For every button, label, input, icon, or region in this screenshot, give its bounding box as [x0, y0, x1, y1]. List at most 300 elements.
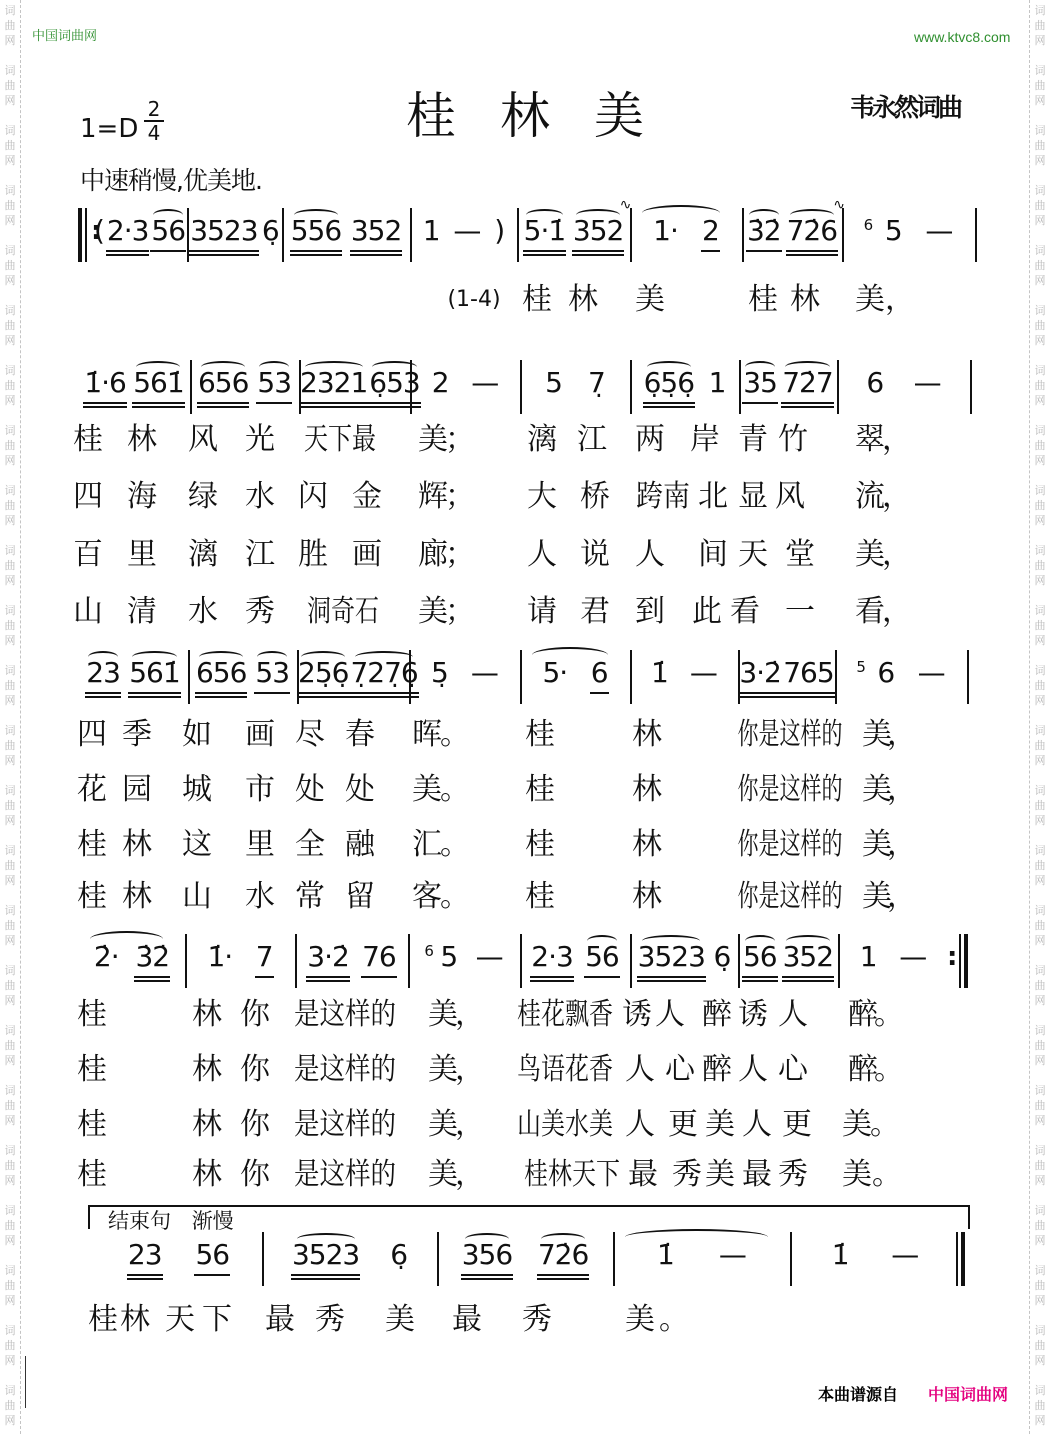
repeat-end-bar: [959, 934, 968, 988]
lyric-text: 看: [730, 594, 760, 629]
watermark-char: 词: [4, 484, 16, 497]
lyric-text: 林: [192, 1157, 222, 1192]
watermark-char: 曲: [4, 1039, 16, 1052]
watermark-char: 词: [4, 904, 16, 917]
watermark-char: 曲: [1034, 1039, 1046, 1052]
lyric-text: 林: [192, 1052, 222, 1087]
note-group: 5: [545, 366, 562, 399]
note-group: 2321: [299, 366, 368, 408]
note-group: 6: [590, 656, 609, 694]
watermark-char: 网: [4, 694, 16, 707]
lyric-text: 四: [73, 479, 103, 514]
watermark-char: 网: [1034, 994, 1046, 1007]
watermark-char: 网: [1034, 1354, 1046, 1367]
lyric-text: 处: [295, 772, 325, 807]
grace-note: 6: [424, 942, 433, 960]
watermark-char: 词: [1034, 664, 1046, 677]
note-group: 7: [255, 940, 274, 978]
lyric-text: ，: [887, 717, 917, 752]
watermark-char: 网: [1034, 1054, 1046, 1067]
note-group: 25̣6̣: [297, 656, 349, 698]
note-group: 561̇: [132, 366, 184, 408]
watermark-char: 网: [4, 574, 16, 587]
time-signature-bottom: 4: [147, 121, 161, 145]
lyric-text: 人: [625, 1052, 655, 1087]
lyric-text: 人: [635, 537, 665, 572]
key-signature: 1=D: [80, 114, 139, 144]
note-group: 556: [290, 214, 342, 256]
lyric-text: 。: [870, 1107, 900, 1142]
lyric-text: 风: [775, 479, 805, 514]
note-group: 2̇·: [93, 940, 119, 973]
lyric-text: 留: [345, 879, 375, 914]
watermark-char: 曲: [1034, 379, 1046, 392]
watermark-char: 曲: [4, 919, 16, 932]
watermark-char: 网: [1034, 34, 1046, 47]
measure: [790, 1238, 960, 1284]
watermark-char: 曲: [1034, 799, 1046, 812]
note-group: 352: [350, 214, 402, 256]
lyric-text: 此: [692, 594, 722, 629]
lyric-text: 翠: [855, 422, 885, 457]
ending-phrase-label: 结束句: [108, 1209, 171, 1233]
lyric-text: 心: [778, 1052, 808, 1087]
watermark-char: 曲: [4, 259, 16, 272]
measure: [520, 940, 630, 986]
lyric-text: 画: [352, 537, 382, 572]
lyric-text: 你是这样的: [737, 772, 843, 807]
watermark-char: 网: [1034, 1174, 1046, 1187]
lyric-text: 林: [632, 879, 662, 914]
watermark-char: 网: [4, 214, 16, 227]
lyric-text: 晖: [412, 717, 442, 752]
lyric-text: ；: [445, 594, 475, 629]
lyric-text: ；: [445, 537, 475, 572]
note-group: 56: [150, 214, 186, 252]
lyric-text: 跨南: [636, 479, 690, 514]
lyric-text: 江: [577, 422, 607, 457]
watermark-char: 词: [4, 544, 16, 557]
note-group: 53: [254, 656, 290, 694]
bar-line: [975, 208, 977, 262]
measure: [630, 940, 738, 986]
measure: [520, 366, 630, 412]
watermark-char: 网: [4, 154, 16, 167]
lyric-text: 闪: [298, 479, 328, 514]
watermark-char: 网: [4, 1414, 16, 1427]
note-group: 72̇6: [537, 1238, 589, 1280]
lyric-text: 桂: [77, 879, 107, 914]
watermark-char: 曲: [1034, 1099, 1046, 1112]
watermark-char: 曲: [1034, 919, 1046, 932]
lyric-text: 里: [127, 537, 157, 572]
measure: [190, 366, 299, 412]
lyric-text: 林: [632, 827, 662, 862]
note-group: —: [689, 656, 717, 689]
measure: [299, 366, 420, 412]
watermark-char: 词: [4, 184, 16, 197]
watermark-char: 曲: [1034, 1279, 1046, 1292]
lyric-text: 如: [182, 717, 212, 752]
watermark-char: 网: [4, 94, 16, 107]
watermark-char: 曲: [4, 739, 16, 752]
lyric-text: ，: [882, 422, 912, 457]
lyric-text: 。: [872, 1157, 902, 1192]
note-group: 1·: [653, 214, 678, 247]
lyric-text: 林: [122, 827, 152, 862]
lyric-text: 美: [862, 717, 892, 752]
lyric-text: 是这样的: [294, 1052, 396, 1087]
lyric-text: 人: [655, 997, 685, 1032]
lyric-text: 桂: [73, 422, 103, 457]
watermark-char: 曲: [1034, 1339, 1046, 1352]
lyric-text: 花: [77, 772, 107, 807]
watermark-char: 曲: [4, 799, 16, 812]
watermark-char: 词: [1034, 64, 1046, 77]
lyric-text: 桂: [525, 879, 555, 914]
lyric-text: 美: [862, 827, 892, 862]
watermark-char: 曲: [1034, 739, 1046, 752]
lyric-text: 山: [73, 594, 103, 629]
lyric-text: 你: [240, 997, 270, 1032]
note-group: 1: [422, 214, 440, 247]
lyric-text: 桂: [77, 1157, 107, 1192]
watermark-char: 词: [1034, 1324, 1046, 1337]
note-group: 5: [440, 940, 458, 973]
watermark-char: 曲: [4, 439, 16, 452]
watermark-char: 曲: [4, 1099, 16, 1112]
note-group: 1: [708, 366, 726, 399]
watermark-char: 曲: [4, 379, 16, 392]
repeat-start-bar: [78, 208, 87, 262]
lyric-text: 美: [842, 1157, 872, 1192]
grace-note: 5: [856, 658, 865, 676]
note-group: 3·2̇: [738, 656, 782, 698]
watermark-char: 词: [1034, 304, 1046, 317]
lyric-text: 百: [73, 537, 103, 572]
watermark-char: 词: [1034, 124, 1046, 137]
measure: [835, 656, 967, 702]
watermark-char: 词: [4, 604, 16, 617]
lyric-text: 城: [182, 772, 212, 807]
lyric-text: 天: [738, 537, 768, 572]
note-group: —: [925, 214, 953, 247]
measure: [739, 366, 837, 412]
watermark-char: 网: [1034, 1234, 1046, 1247]
lyric-text: 你: [240, 1052, 270, 1087]
watermark-char: 词: [4, 4, 16, 17]
note-group: 76: [361, 940, 397, 978]
note-group: 6: [866, 366, 884, 399]
verse-range-label: (1-4): [447, 287, 501, 312]
lyric-text: 美: [428, 1157, 458, 1192]
watermark-char: 曲: [4, 1339, 16, 1352]
watermark-char: 曲: [4, 859, 16, 872]
watermark-char: 词: [1034, 1384, 1046, 1397]
note-group: 23: [85, 656, 121, 698]
lyric-text: 。: [874, 997, 904, 1032]
lyric-text: 漓: [188, 537, 218, 572]
lyric-text: 美: [842, 1107, 872, 1142]
watermark-char: 词: [4, 1264, 16, 1277]
watermark-char: 网: [4, 1174, 16, 1187]
watermark-char: 词: [4, 1324, 16, 1337]
note-group: 352 ∿: [572, 214, 624, 256]
lyric-text: 是这样的: [294, 1107, 396, 1142]
lyric-text: 堂: [785, 537, 815, 572]
measure: [282, 214, 410, 260]
lyric-text: 看: [855, 594, 885, 629]
lyric-text: 。: [440, 772, 470, 807]
lyric-text: 人: [778, 997, 808, 1032]
watermark-char: 网: [4, 1294, 16, 1307]
measure: [842, 214, 975, 260]
watermark-char: 词: [1034, 604, 1046, 617]
watermark-char: 网: [1034, 94, 1046, 107]
lyric-text: 最: [628, 1157, 658, 1192]
lyric-text: 鸟语花香: [517, 1052, 613, 1087]
lyric-text: 美: [412, 772, 442, 807]
watermark-char: 词: [4, 724, 16, 737]
lyric-text: 桂: [522, 282, 552, 317]
lyric-text: 林: [632, 772, 662, 807]
watermark-char: 曲: [4, 19, 16, 32]
note-group: 72̇6 ∿: [786, 214, 838, 256]
lyric-text: 风: [188, 422, 218, 457]
lyric-text: 胜: [298, 537, 328, 572]
lyric-text: 你: [240, 1107, 270, 1142]
measure: [437, 1238, 613, 1284]
lyric-text: 天下最: [304, 422, 376, 457]
lyric-text: 林: [122, 879, 152, 914]
watermark-char: 曲: [1034, 859, 1046, 872]
watermark-char: 曲: [4, 979, 16, 992]
lyric-text: 桂: [525, 717, 555, 752]
note-group: (: [93, 214, 104, 247]
note-group: 1: [859, 940, 877, 973]
lyric-text: 水: [245, 879, 275, 914]
lyric-text: 山美水美: [517, 1107, 613, 1142]
note-group: —: [470, 656, 498, 689]
note-group: 6̣53: [368, 366, 420, 408]
lyric-text: 大: [527, 479, 557, 514]
lyric-text: 美: [625, 1302, 655, 1337]
lyric-text: 。: [659, 1302, 689, 1337]
watermark-char: 曲: [1034, 619, 1046, 632]
lyric-text: 君: [580, 594, 610, 629]
watermark-char: 曲: [1034, 499, 1046, 512]
note-group: —: [718, 1238, 746, 1271]
lyric-text: 美: [385, 1302, 415, 1337]
watermark-char: 词: [1034, 424, 1046, 437]
watermark-char: 网: [4, 1054, 16, 1067]
watermark-char: 网: [4, 934, 16, 947]
lyric-text: 醉: [848, 997, 878, 1032]
lyric-text: 流: [855, 479, 885, 514]
lyric-text: 海: [127, 479, 157, 514]
lyric-text: 诱: [738, 997, 768, 1032]
note-group: 1̇: [651, 656, 668, 689]
note-group: 72̇7: [781, 366, 833, 408]
lyric-text: 。: [440, 827, 470, 862]
lyric-text: 更: [782, 1107, 812, 1142]
measure: [188, 656, 297, 702]
left-watermark-strip: [0, 0, 21, 1434]
note-group: 3̇2̇: [134, 940, 170, 982]
lyric-text: 美: [705, 1157, 735, 1192]
watermark-char: 词: [1034, 1144, 1046, 1157]
measure: [185, 940, 295, 986]
lyric-text: 光: [245, 422, 275, 457]
watermark-char: 网: [4, 274, 16, 287]
note-group: 3·2̇: [306, 940, 350, 982]
note-group: 3523: [189, 214, 258, 256]
lyric-text: ，: [887, 879, 917, 914]
watermark-char: 词: [4, 664, 16, 677]
watermark-char: 词: [4, 364, 16, 377]
lyric-text: ，: [887, 827, 917, 862]
watermark-char: 网: [4, 34, 16, 47]
note-group: 6̣: [713, 940, 731, 973]
source-site-name: 中国词曲网: [928, 1385, 1009, 1404]
lyric-text: 林: [568, 282, 598, 317]
lyric-text: 秀: [672, 1157, 702, 1192]
note-group: 5·1̇: [523, 214, 567, 256]
watermark-char: 网: [1034, 274, 1046, 287]
note-group: 35: [742, 366, 778, 404]
lyric-text: 桂花飘香: [517, 997, 613, 1032]
lyric-text: 。: [874, 1052, 904, 1087]
watermark-char: 曲: [4, 139, 16, 152]
site-name-watermark: 中国词曲网: [32, 29, 98, 44]
lyric-text: 山: [182, 879, 212, 914]
note-group: —: [453, 214, 481, 247]
watermark-char: 网: [4, 514, 16, 527]
watermark-char: 曲: [4, 619, 16, 632]
note-group: 2: [431, 366, 449, 399]
note-group: 6: [877, 656, 895, 689]
watermark-char: 曲: [1034, 679, 1046, 692]
lyric-text: 是这样的: [294, 1157, 396, 1192]
note-group: —: [471, 366, 499, 399]
note-group: 2·3: [530, 940, 574, 982]
watermark-char: 词: [1034, 364, 1046, 377]
note-group: 3̇2̇: [746, 214, 782, 252]
watermark-char: 网: [1034, 1294, 1046, 1307]
watermark-char: 网: [4, 454, 16, 467]
watermark-char: 曲: [1034, 1399, 1046, 1412]
lyric-text: ，: [455, 1107, 485, 1142]
lyric-text: 清: [127, 594, 157, 629]
lyric-text: 人: [742, 1107, 772, 1142]
lyric-text: 桂林天下: [524, 1157, 620, 1192]
watermark-char: 词: [1034, 1084, 1046, 1097]
watermark-char: 网: [1034, 214, 1046, 227]
measure: [517, 214, 630, 260]
watermark-char: 网: [4, 1114, 16, 1127]
lyric-text: 秀: [778, 1157, 808, 1192]
lyric-text: 春: [345, 717, 375, 752]
measure: [409, 656, 520, 702]
note-group: 5·: [542, 656, 568, 689]
lyric-text: 秀: [245, 594, 275, 629]
watermark-char: 曲: [1034, 259, 1046, 272]
note-group: 5̣: [431, 656, 448, 689]
watermark-char: 词: [4, 1384, 16, 1397]
watermark-char: 词: [4, 1204, 16, 1217]
watermark-char: 词: [1034, 784, 1046, 797]
composer-credit: 韦永然词曲: [850, 93, 961, 122]
watermark-char: 网: [1034, 334, 1046, 347]
watermark-char: 网: [1034, 1114, 1046, 1127]
lyric-text: 一: [785, 594, 815, 629]
watermark-char: 词: [4, 964, 16, 977]
watermark-char: 词: [4, 304, 16, 317]
note-group: ): [494, 214, 505, 247]
watermark-char: 曲: [1034, 559, 1046, 572]
note-group: 1̇: [657, 1238, 674, 1271]
lyric-text: 天: [165, 1302, 195, 1337]
measure: [630, 366, 739, 412]
watermark-char: 词: [1034, 1264, 1046, 1277]
lyric-text: 诱: [622, 997, 652, 1032]
watermark-char: 曲: [1034, 199, 1046, 212]
lyric-text: 人: [738, 1052, 768, 1087]
watermark-char: 曲: [4, 499, 16, 512]
lyric-text: 汇: [412, 827, 442, 862]
note-group: 3523: [637, 940, 706, 982]
note-group: —: [917, 656, 945, 689]
measure: [630, 656, 738, 702]
lyric-text: 美: [428, 1107, 458, 1142]
lyric-text: 北: [698, 479, 728, 514]
lyric-text: 漓: [527, 422, 557, 457]
lyric-text: 竹: [778, 422, 808, 457]
lyric-text: 四: [77, 717, 107, 752]
lyric-text: 你是这样的: [737, 827, 843, 862]
watermark-char: 网: [1034, 634, 1046, 647]
lyric-text: 桂: [525, 827, 555, 862]
measure: [262, 1238, 437, 1284]
note-group: 5: [884, 214, 902, 247]
watermark-char: 曲: [1034, 19, 1046, 32]
measure: [613, 1238, 790, 1284]
watermark-char: 曲: [4, 1159, 16, 1172]
grace-note: 6: [863, 216, 873, 234]
watermark-char: 曲: [1034, 979, 1046, 992]
bar-line: [970, 360, 972, 414]
measure: [78, 366, 190, 412]
note-group: 6̣: [261, 214, 279, 247]
measure: [738, 940, 838, 986]
lyric-text: 江: [245, 537, 275, 572]
watermark-char: 词: [1034, 904, 1046, 917]
watermark-char: 词: [4, 1144, 16, 1157]
watermark-char: 词: [1034, 1024, 1046, 1037]
lyric-text: 金: [352, 479, 382, 514]
lyric-text: 你: [240, 1157, 270, 1192]
lyric-text: 水: [245, 479, 275, 514]
lyric-text: 廊: [418, 537, 448, 572]
note-group: 1̇: [831, 1238, 849, 1271]
lyric-text: ，: [885, 282, 915, 317]
lyric-text: 显: [738, 479, 768, 514]
lyric-text: 辉: [418, 479, 448, 514]
lyric-text: 到: [635, 594, 665, 629]
lyric-text: 桥: [580, 479, 610, 514]
lyric-text: 融: [345, 827, 375, 862]
lyric-text: 醉: [702, 1052, 732, 1087]
